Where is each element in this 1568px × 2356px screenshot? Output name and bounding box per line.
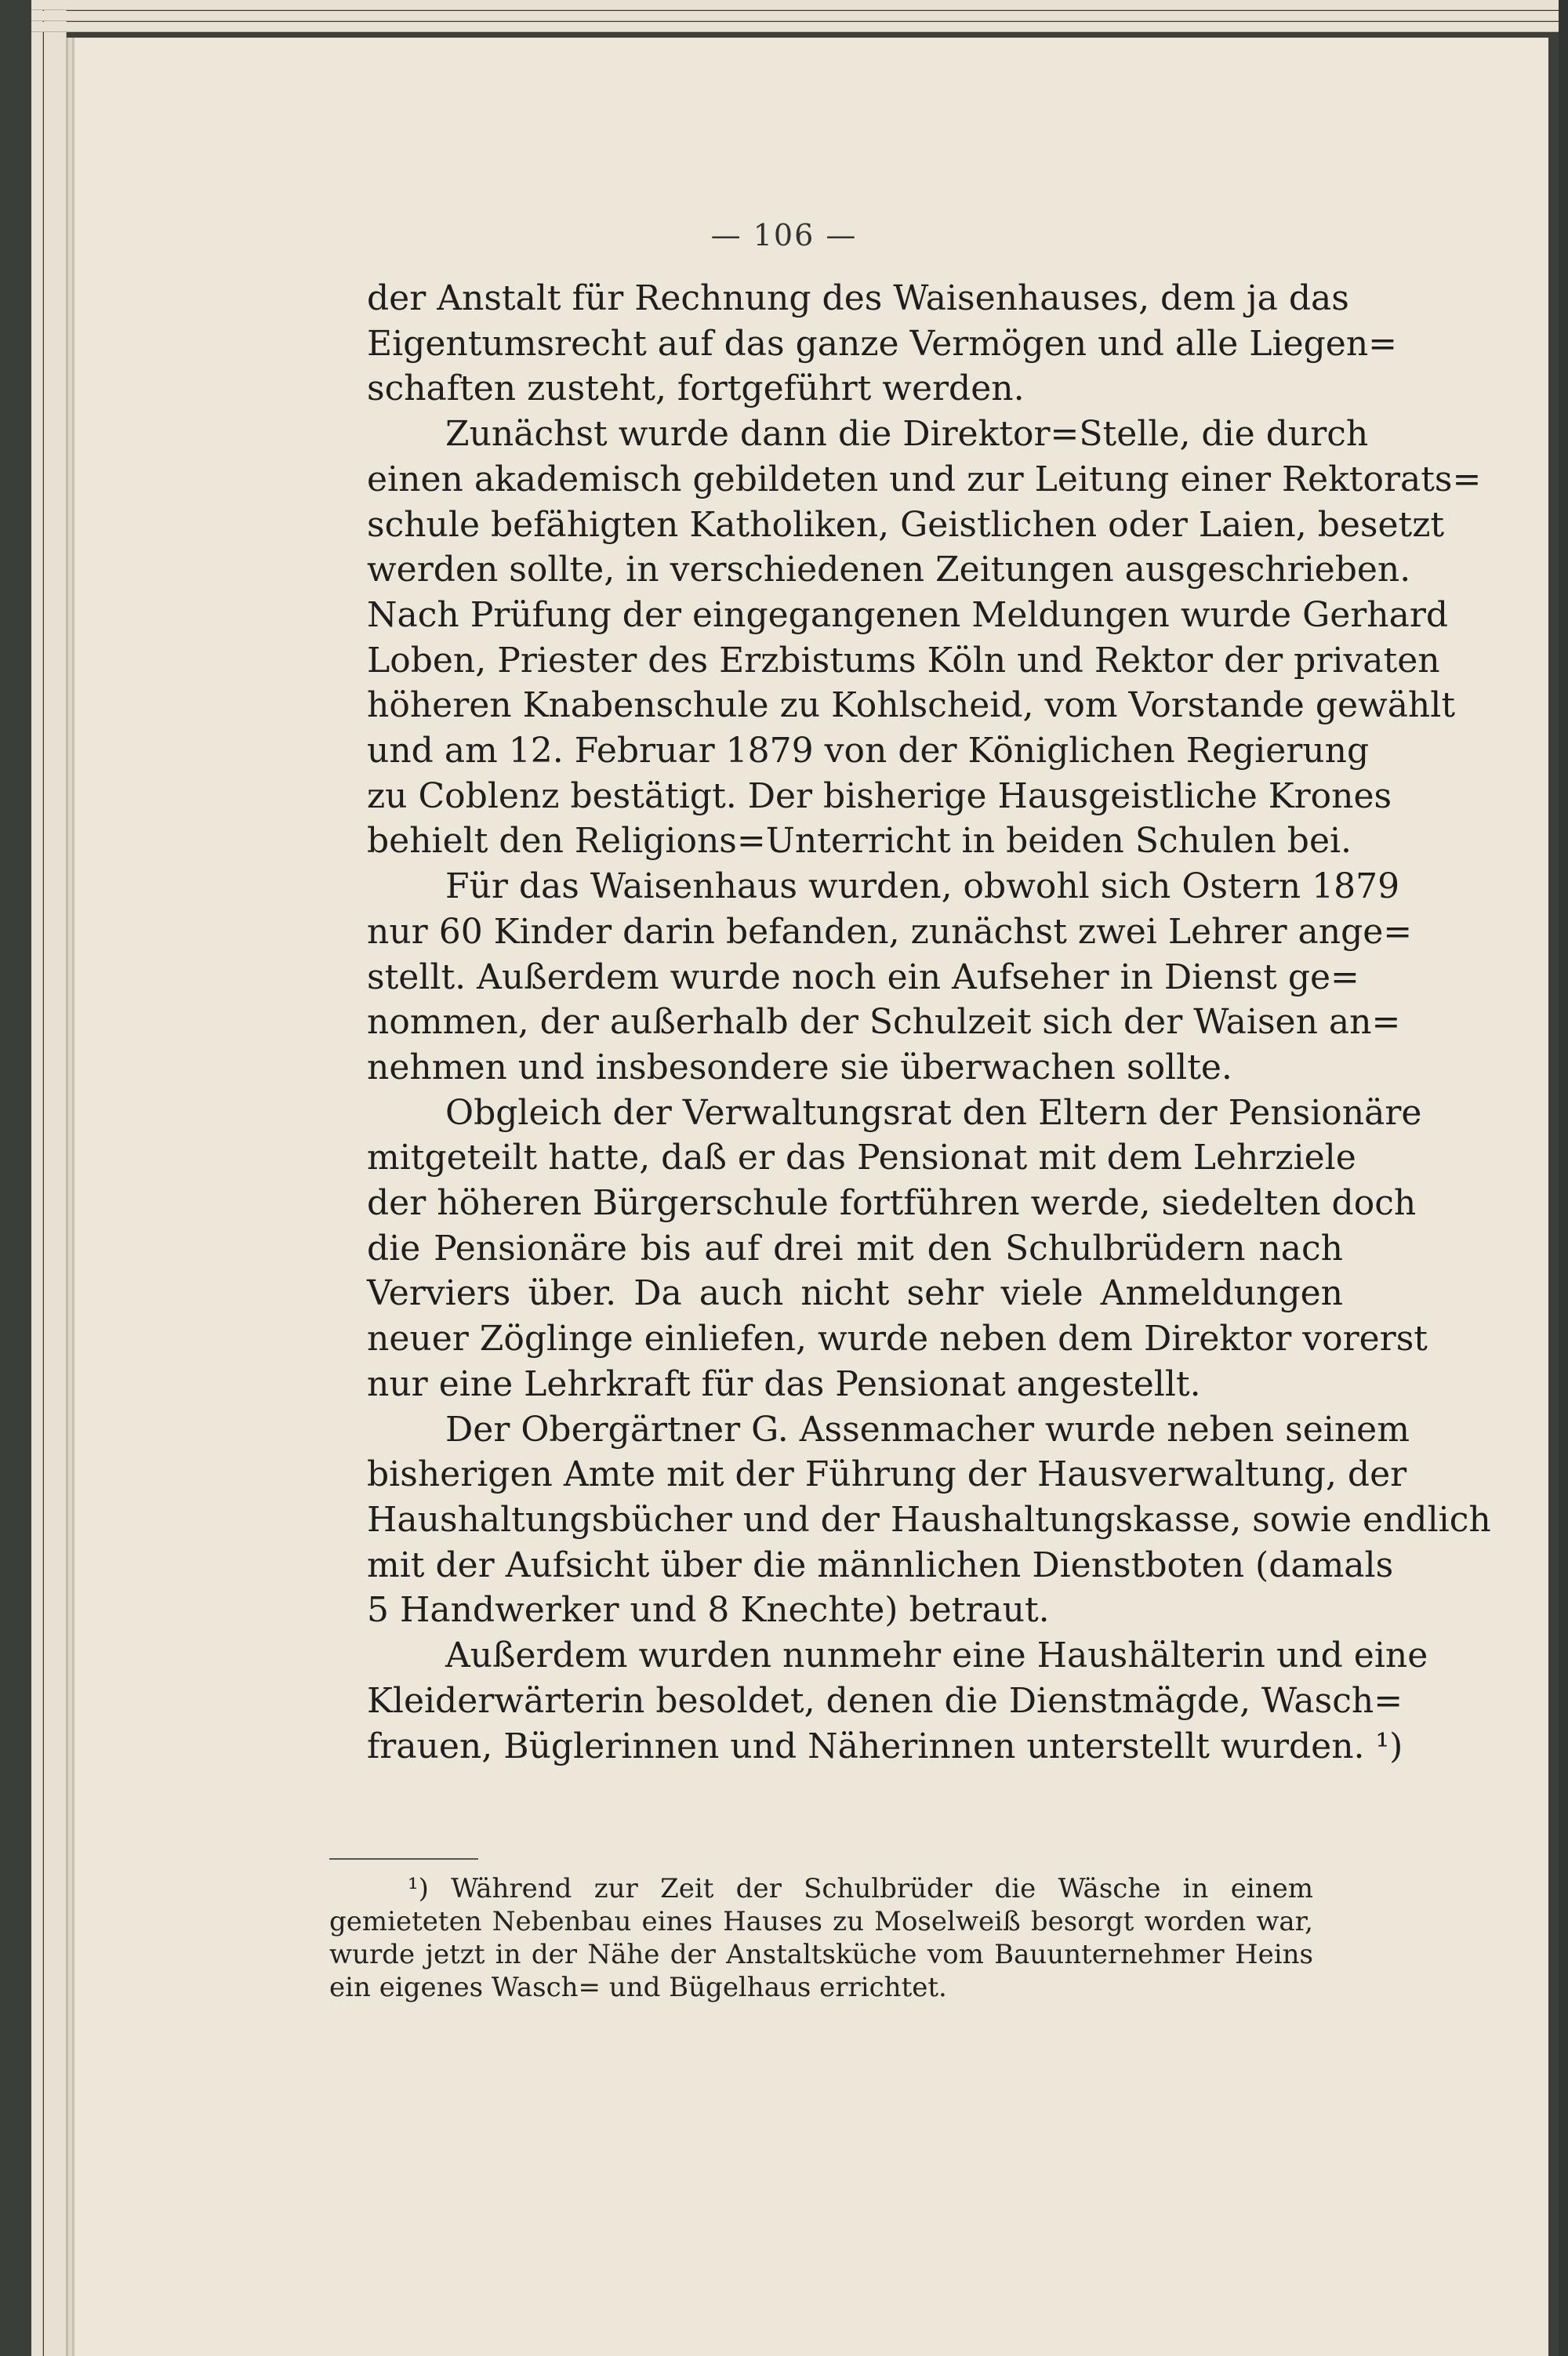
book-spine xyxy=(1559,0,1568,2356)
footnote-line: wurde jetzt in der Nähe der Anstaltsküche vom Bauunternehmer Heins xyxy=(329,1939,1313,1970)
text-line: einen akademisch gebildeten und zur Leitung einer Rektorats= xyxy=(367,459,1482,499)
footnote-line: gemieteten Nebenbau eines Hauses zu Moselweiß besorgt worden war, xyxy=(329,1906,1313,1937)
text-line: und am 12. Februar 1879 von der Königlichen Regierung xyxy=(367,731,1370,771)
text-line: Obgleich der Verwaltungsrat den Eltern der Pensionäre xyxy=(445,1092,1422,1133)
paragraph xyxy=(367,1633,1428,1769)
text-line: Der Obergärtner G. Assenmacher wurde neben seinem xyxy=(445,1409,1410,1450)
paragraph xyxy=(367,412,1482,864)
text-line: mit der Aufsicht über die männlichen Dienstboten (damals xyxy=(367,1545,1394,1585)
text-line: stellt. Außerdem wurde noch ein Aufseher in Dienst ge= xyxy=(367,957,1359,997)
paragraph xyxy=(367,276,1398,412)
text-line: nur eine Lehrkraft für das Pensionat angestellt. xyxy=(367,1363,1201,1404)
page-edge xyxy=(44,0,56,2356)
text-line: behielt den Religions=Unterricht in beiden Schulen bei. xyxy=(367,821,1352,862)
text-line: werden sollte, in verschiedenen Zeitungen ausgeschrieben. xyxy=(367,550,1411,590)
paragraph xyxy=(367,1407,1491,1634)
text-line: nehmen und insbesondere sie überwachen sollte. xyxy=(367,1047,1232,1087)
page-edge xyxy=(31,22,1568,32)
page-edge xyxy=(31,11,1568,21)
text-line: Verviers über. Da auch nicht sehr viele Anmeldungen xyxy=(367,1273,1343,1314)
footnote-rule xyxy=(329,1858,478,1860)
text-line: neuer Zöglinge einliefen, wurde neben dem Direktor vorerst xyxy=(367,1319,1428,1360)
body-text xyxy=(367,276,1491,1769)
text-line: 5 Handwerker und 8 Knechte) betraut. xyxy=(367,1590,1050,1631)
text-line: Nach Prüfung der eingegangenen Meldungen wurde Gerhard xyxy=(367,594,1449,635)
footnote-line: ein eigenes Wasch= und Bügelhaus errichtet. xyxy=(329,1972,947,2003)
text-line: frauen, Büglerinnen und Näherinnen unterstellt wurden. ¹) xyxy=(367,1726,1403,1766)
text-line: der Anstalt für Rechnung des Waisenhauses, dem ja das xyxy=(367,278,1349,318)
text-line: höheren Knabenschule zu Kohlscheid, vom Vorstande gewählt xyxy=(367,685,1456,726)
text-line: bisherigen Amte mit der Führung der Hausverwaltung, der xyxy=(367,1454,1407,1495)
text-line: die Pensionäre bis auf drei mit den Schulbrüdern nach xyxy=(367,1228,1343,1269)
text-line: nur 60 Kinder darin befanden, zunächst zwei Lehrer ange= xyxy=(367,911,1413,952)
text-line: Loben, Priester des Erzbistums Köln und Rektor der privaten xyxy=(367,640,1440,681)
text-line: zu Coblenz bestätigt. Der bisherige Hausgeistliche Krones xyxy=(367,775,1392,816)
text-line: nommen, der außerhalb der Schulzeit sich der Waisen an= xyxy=(367,1002,1401,1043)
text-line: Für das Waisenhaus wurden, obwohl sich Ostern 1879 xyxy=(445,866,1400,907)
text-line: schule befähigten Katholiken, Geistlichen oder Laien, besetzt xyxy=(367,504,1445,545)
page-edge xyxy=(31,0,43,2356)
text-line: mitgeteilt hatte, daß er das Pensionat mit dem Lehrziele xyxy=(367,1138,1356,1178)
text-line: Kleiderwärterin besoldet, denen die Dienstmägde, Wasch= xyxy=(367,1680,1403,1721)
page-edge xyxy=(55,0,67,2356)
paragraph xyxy=(367,864,1413,1091)
text-line: schaften zusteht, fortgeführt werden. xyxy=(367,368,1025,409)
footnote xyxy=(329,1872,1313,2004)
text-line: Eigentumsrecht auf das ganze Vermögen und alle Liegen= xyxy=(367,323,1398,364)
footnote-line: ¹) Während zur Zeit der Schulbrüder die Wäsche in einem xyxy=(408,1873,1313,1904)
page-edge xyxy=(31,0,1568,10)
text-line: der höheren Bürgerschule fortführen werde, siedelten doch xyxy=(367,1183,1417,1224)
paragraph xyxy=(367,1091,1428,1407)
page-number: — 106 — xyxy=(710,218,858,252)
text-line: Zunächst wurde dann die Direktor=Stelle, die durch xyxy=(445,414,1369,455)
text-line: Haushaltungsbücher und der Haushaltungskasse, sowie endlich xyxy=(367,1499,1491,1540)
text-line: Außerdem wurden nunmehr eine Haushälterin und eine xyxy=(445,1635,1428,1676)
